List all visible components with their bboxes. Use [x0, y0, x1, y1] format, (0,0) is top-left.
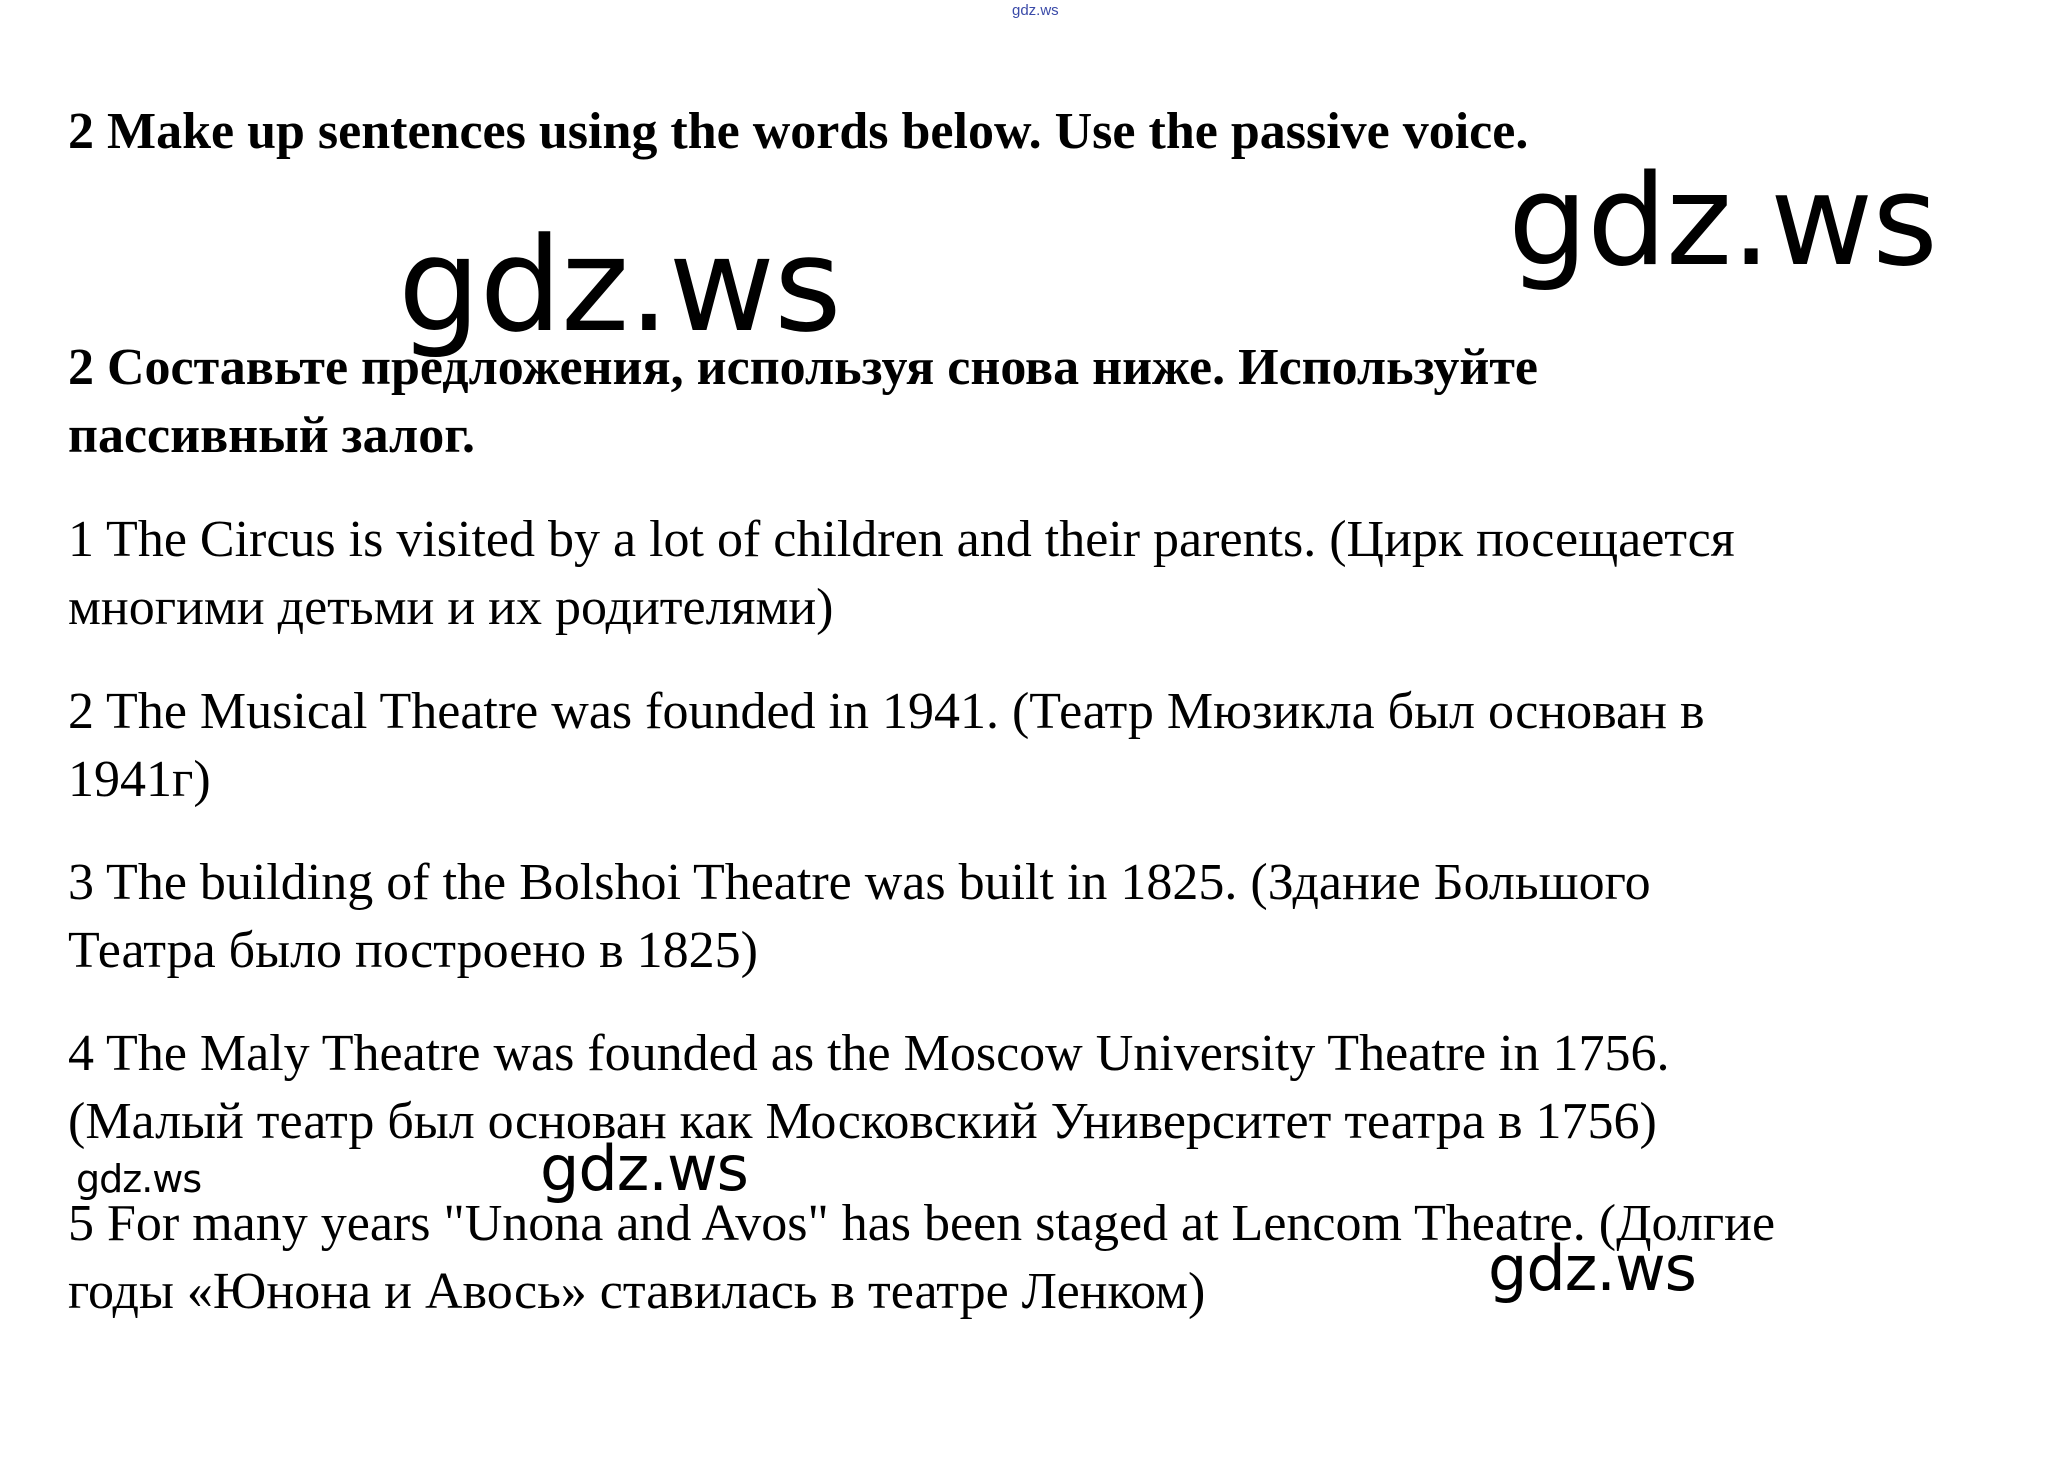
task-heading-en: 2 Make up sentences using the words below. Use the passive voice.	[68, 103, 1529, 160]
answer-1-line1: 1 The Circus is visited by a lot of children and their parents. (Цирк посещается	[68, 511, 1735, 568]
watermark-medium-center: gdz.ws	[540, 1132, 748, 1205]
watermark-large-left: gdz.ws	[398, 209, 841, 361]
task-heading-ru-line2: пассивный залог.	[68, 407, 475, 464]
answer-item-3	[68, 849, 2038, 985]
answer-item-4	[68, 1020, 2038, 1156]
answer-2-line2: 1941г)	[68, 751, 211, 808]
task-heading-ru-line1: 2 Составьте предложения, используя снова ниже. Используйте	[68, 339, 1538, 396]
answer-3-line2: Театра было построено в 1825)	[68, 922, 758, 979]
answer-1-line2: многими детьми и их родителями)	[68, 579, 834, 636]
answer-4-line1: 4 The Maly Theatre was founded as the Moscow University Theatre in 1756.	[68, 1025, 1670, 1082]
watermark-large-right: gdz.ws	[1508, 147, 1937, 294]
answer-item-2	[68, 678, 2038, 814]
answer-5-line1: 5 For many years "Unona and Avos" has been staged at Lencom Theatre. (Долгие	[68, 1195, 1776, 1252]
answer-item-1	[68, 506, 2038, 642]
answer-5-line2: годы «Юнона и Авось» ставилась в театре Ленком)	[68, 1263, 1206, 1320]
watermark-small-left: gdz.ws	[76, 1157, 202, 1201]
source-mark: gdz.ws	[1012, 2, 1059, 19]
watermark-medium-right: gdz.ws	[1488, 1232, 1696, 1305]
answer-3-line1: 3 The building of the Bolshoi Theatre was built in 1825. (Здание Большого	[68, 854, 1651, 911]
answer-4-line2: (Малый театр был основан как Московский Университет театра в 1756)	[68, 1093, 1657, 1150]
answer-item-5	[68, 1190, 2038, 1326]
answer-2-line1: 2 The Musical Theatre was founded in 1941. (Театр Мюзикла был основан в	[68, 683, 1705, 740]
